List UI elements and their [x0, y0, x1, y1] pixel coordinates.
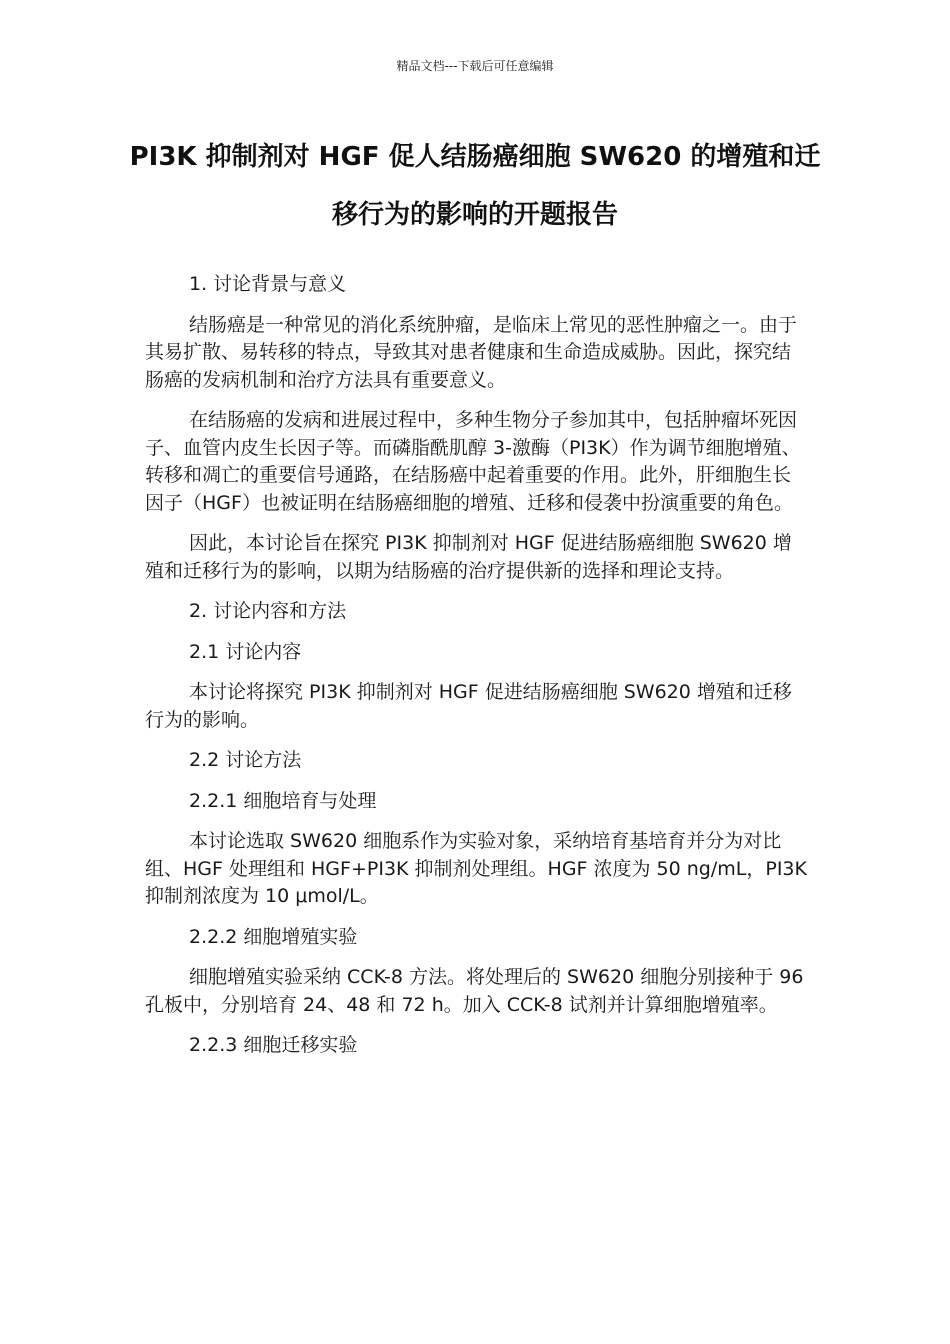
body-paragraph: 在结肠癌的发病和进展过程中，多种生物分子参加其中，包括肿瘤坏死因子、血管内皮生长因子等。而磷脂酰肌醇 3-激酶（PI3K）作为调节细胞增殖、转移和凋亡的重要信号通路，在结肠癌中起着重要的作用。此外，肝细胞生长因子（HGF）也被证明在结肠癌细胞的增殖、迁移和侵袭中扮演重要的角色。 [145, 409, 801, 514]
body-paragraph: 因此，本讨论旨在探究 PI3K 抑制剂对 HGF 促进结肠癌细胞 SW620 增殖和迁移行为的影响，以期为结肠癌的治疗提供新的选择和理论支持。 [145, 532, 792, 582]
document-title: PI3K 抑制剂对 HGF 促人结肠癌细胞 SW620 的增殖和迁移行为的影响的开题报告 [129, 142, 821, 230]
body-paragraph: 细胞增殖实验采纳 CCK-8 方法。将处理后的 SW620 细胞分别接种于 96 孔板中，分别培育 24、48 和 72 h。加入 CCK-8 试剂并计算细胞增殖率。 [145, 966, 804, 1016]
section-heading: 1. 讨论背景与意义 [189, 273, 347, 295]
subsubsection-heading: 2.2.2 细胞增殖实验 [189, 925, 358, 948]
body-paragraph: 本讨论选取 SW620 细胞系作为实验对象，采纳培育基培育并分为对比组、HGF 处理组和 HGF+PI3K 抑制剂处理组。HGF 浓度为 50 ng/mL，PI3K 抑制剂浓度为 10 μmol/L。 [145, 830, 807, 907]
document-body [145, 271, 807, 1073]
subsection-heading: 2.2 讨论方法 [189, 749, 302, 771]
body-paragraph: 结肠癌是一种常见的消化系统肿瘤，是临床上常见的恶性肿瘤之一。由于其易扩散、易转移的特点，导致其对患者健康和生命造成威胁。因此，探究结肠癌的发病机制和治疗方法具有重要意义。 [145, 313, 798, 391]
subsection-heading: 2.1 讨论内容 [189, 640, 302, 663]
header-note: 精品文档---下载后可任意编辑 [396, 59, 554, 73]
subsubsection-heading: 2.2.3 细胞迁移实验 [189, 1034, 358, 1056]
subsubsection-heading: 2.2.1 细胞培育与处理 [189, 789, 377, 812]
section-heading: 2. 讨论内容和方法 [189, 600, 347, 622]
body-paragraph: 本讨论将探究 PI3K 抑制剂对 HGF 促进结肠癌细胞 SW620 增殖和迁移行为的影响。 [145, 681, 792, 731]
